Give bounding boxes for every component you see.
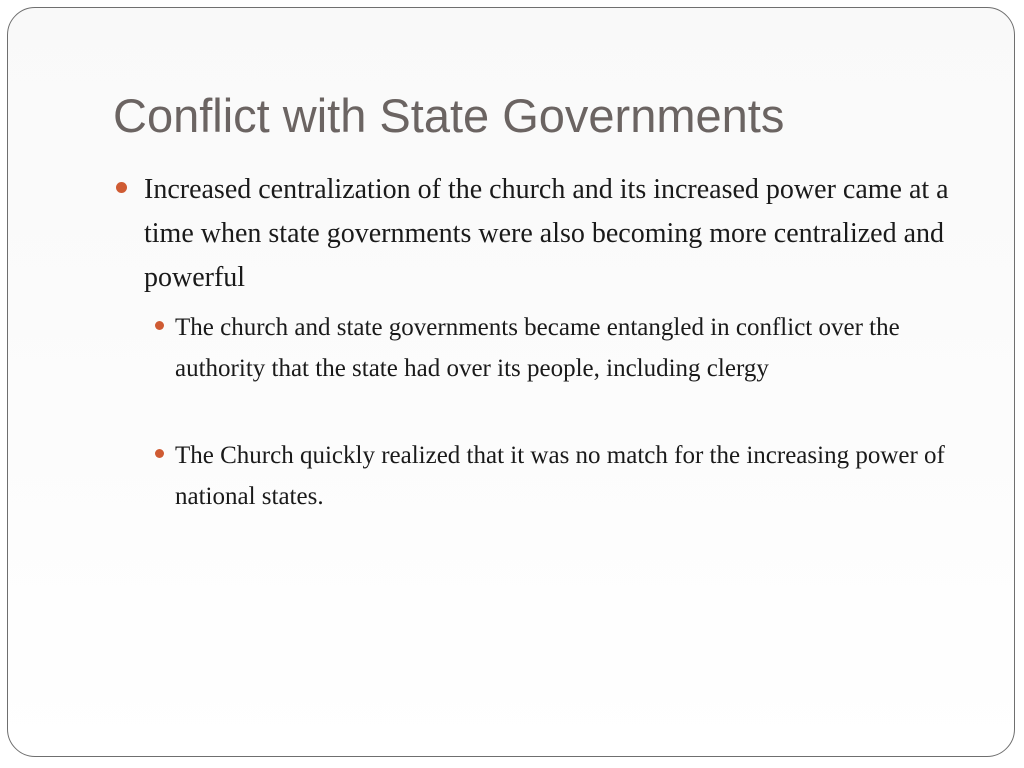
bullet-level-2: The Church quickly realized that it was no match for the increasing power of national states. — [175, 442, 945, 510]
slide-title: Conflict with State Governments — [113, 89, 785, 142]
bullet-level-1: Increased centralization of the church and its increased power came at a time when state governments were also becoming more centralized and powerful — [144, 174, 949, 293]
bullet-level-2: The church and state governments became entangled in conflict over the authority that the state had over its people, including clergy — [175, 314, 900, 382]
bullet-dot-icon — [116, 182, 127, 193]
bullet-dot-icon — [155, 321, 164, 330]
bullet-dot-icon — [155, 449, 164, 458]
